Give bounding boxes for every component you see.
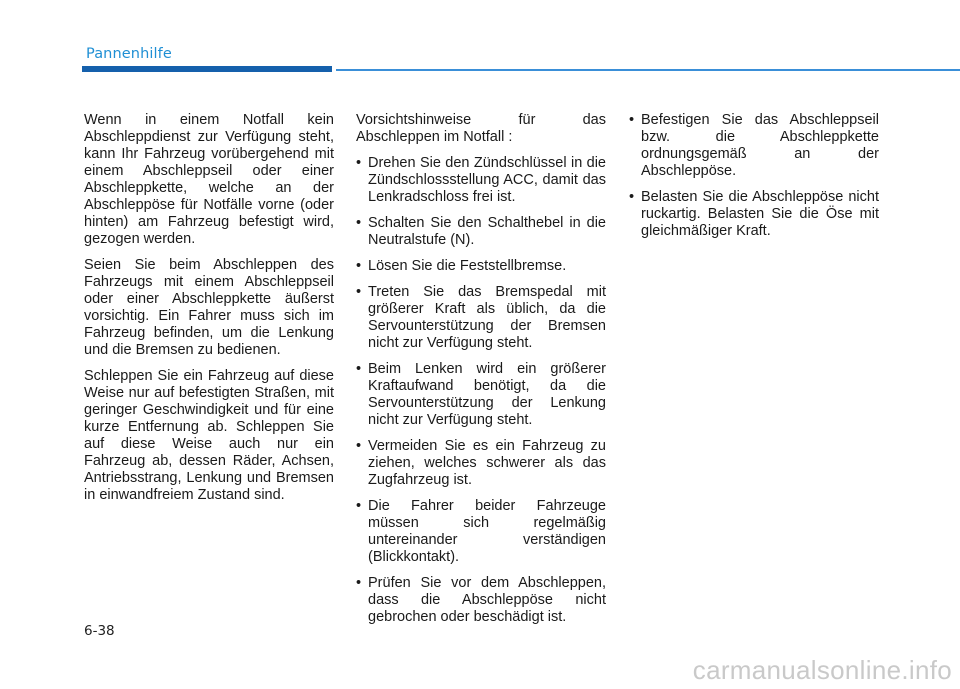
bullet-icon: • xyxy=(629,189,635,205)
list-item-text: Befestigen Sie das Abschleppseil bzw. die Abschleppkette ordnungsgemäß an der Abschleppöse. xyxy=(641,112,879,179)
list-item xyxy=(356,258,606,275)
list-item-text: Lösen Sie die Feststellbremse. xyxy=(368,258,567,274)
list-item-text: Die Fahrer beider Fahrzeuge müssen sich regelmäßig untereinander verständigen (Blickkontakt). xyxy=(368,498,606,565)
precautions-intro: Vorsichtshinweise für das Abschleppen im Notfall : xyxy=(356,112,606,145)
list-item xyxy=(629,189,879,240)
list-item xyxy=(356,155,606,206)
page-number: 6-38 xyxy=(84,623,115,639)
list-item xyxy=(356,284,606,352)
bullet-icon: • xyxy=(356,215,362,231)
list-item xyxy=(629,112,879,180)
column-2 xyxy=(356,112,606,635)
bullet-icon: • xyxy=(356,258,362,274)
list-item xyxy=(356,361,606,429)
header-rule-thick xyxy=(82,66,332,72)
list-item-text: Schalten Sie den Schalthebel in die Neutralstufe (N). xyxy=(368,215,606,248)
list-item xyxy=(356,575,606,626)
precautions-list-continued xyxy=(629,112,879,240)
list-item-text: Prüfen Sie vor dem Abschleppen, dass die Abschleppöse nicht gebrochen oder beschädigt ist. xyxy=(368,575,606,625)
header-rule-thin xyxy=(336,69,960,71)
watermark: carmanualsonline.info xyxy=(692,655,952,685)
list-item-text: Vermeiden Sie es ein Fahrzeug zu ziehen, welches schwerer als das Zugfahrzeug ist. xyxy=(368,438,606,488)
list-item xyxy=(356,498,606,566)
bullet-icon: • xyxy=(356,155,362,171)
paragraph: Seien Sie beim Abschleppen des Fahrzeugs mit einem Abschleppseil oder einer Abschleppkette äußerst vorsichtig. Ein Fahrer muss sich im Fahrzeug befinden, um die Lenkung und die Bremsen zu bedienen. xyxy=(84,257,334,358)
list-item-text: Treten Sie das Bremspedal mit größerer Kraft als üblich, da die Servounterstützung der Bremsen nicht zur Verfügung steht. xyxy=(368,284,606,351)
precautions-list xyxy=(356,155,606,626)
bullet-icon: • xyxy=(356,575,362,591)
list-item xyxy=(356,215,606,249)
column-1 xyxy=(84,112,334,513)
list-item-text: Belasten Sie die Abschleppöse nicht ruckartig. Belasten Sie die Öse mit gleichmäßiger Kraft. xyxy=(641,189,879,239)
section-title: Pannenhilfe xyxy=(86,46,172,62)
column-3 xyxy=(629,112,879,249)
list-item-text: Beim Lenken wird ein größerer Kraftaufwand benötigt, da die Servounterstützung der Lenkung nicht zur Verfügung steht. xyxy=(368,361,606,428)
bullet-icon: • xyxy=(356,284,362,300)
bullet-icon: • xyxy=(356,361,362,377)
list-item-text: Drehen Sie den Zündschlüssel in die Zündschlossstellung ACC, damit das Lenkradschloss frei ist. xyxy=(368,155,606,205)
paragraph: Schleppen Sie ein Fahrzeug auf diese Weise nur auf befestigten Straßen, mit geringer Geschwindigkeit und für eine kurze Entfernung ab. Schleppen Sie auf diese Weise auch nur ein Fahrzeug ab, dessen Räder, Achsen, Antriebsstrang, Lenkung und Bremsen in einwandfreiem Zustand sind. xyxy=(84,368,334,503)
list-item xyxy=(356,438,606,489)
bullet-icon: • xyxy=(629,112,635,128)
bullet-icon: • xyxy=(356,438,362,454)
paragraph: Wenn in einem Notfall kein Abschleppdienst zur Verfügung steht, kann Ihr Fahrzeug vorübergehend mit einem Abschleppseil oder einer Abschleppkette, welche an der Abschleppöse für Notfälle vorne (oder hinten) am Fahrzeug befestigt wird, gezogen werden. xyxy=(84,112,334,247)
bullet-icon: • xyxy=(356,498,362,514)
